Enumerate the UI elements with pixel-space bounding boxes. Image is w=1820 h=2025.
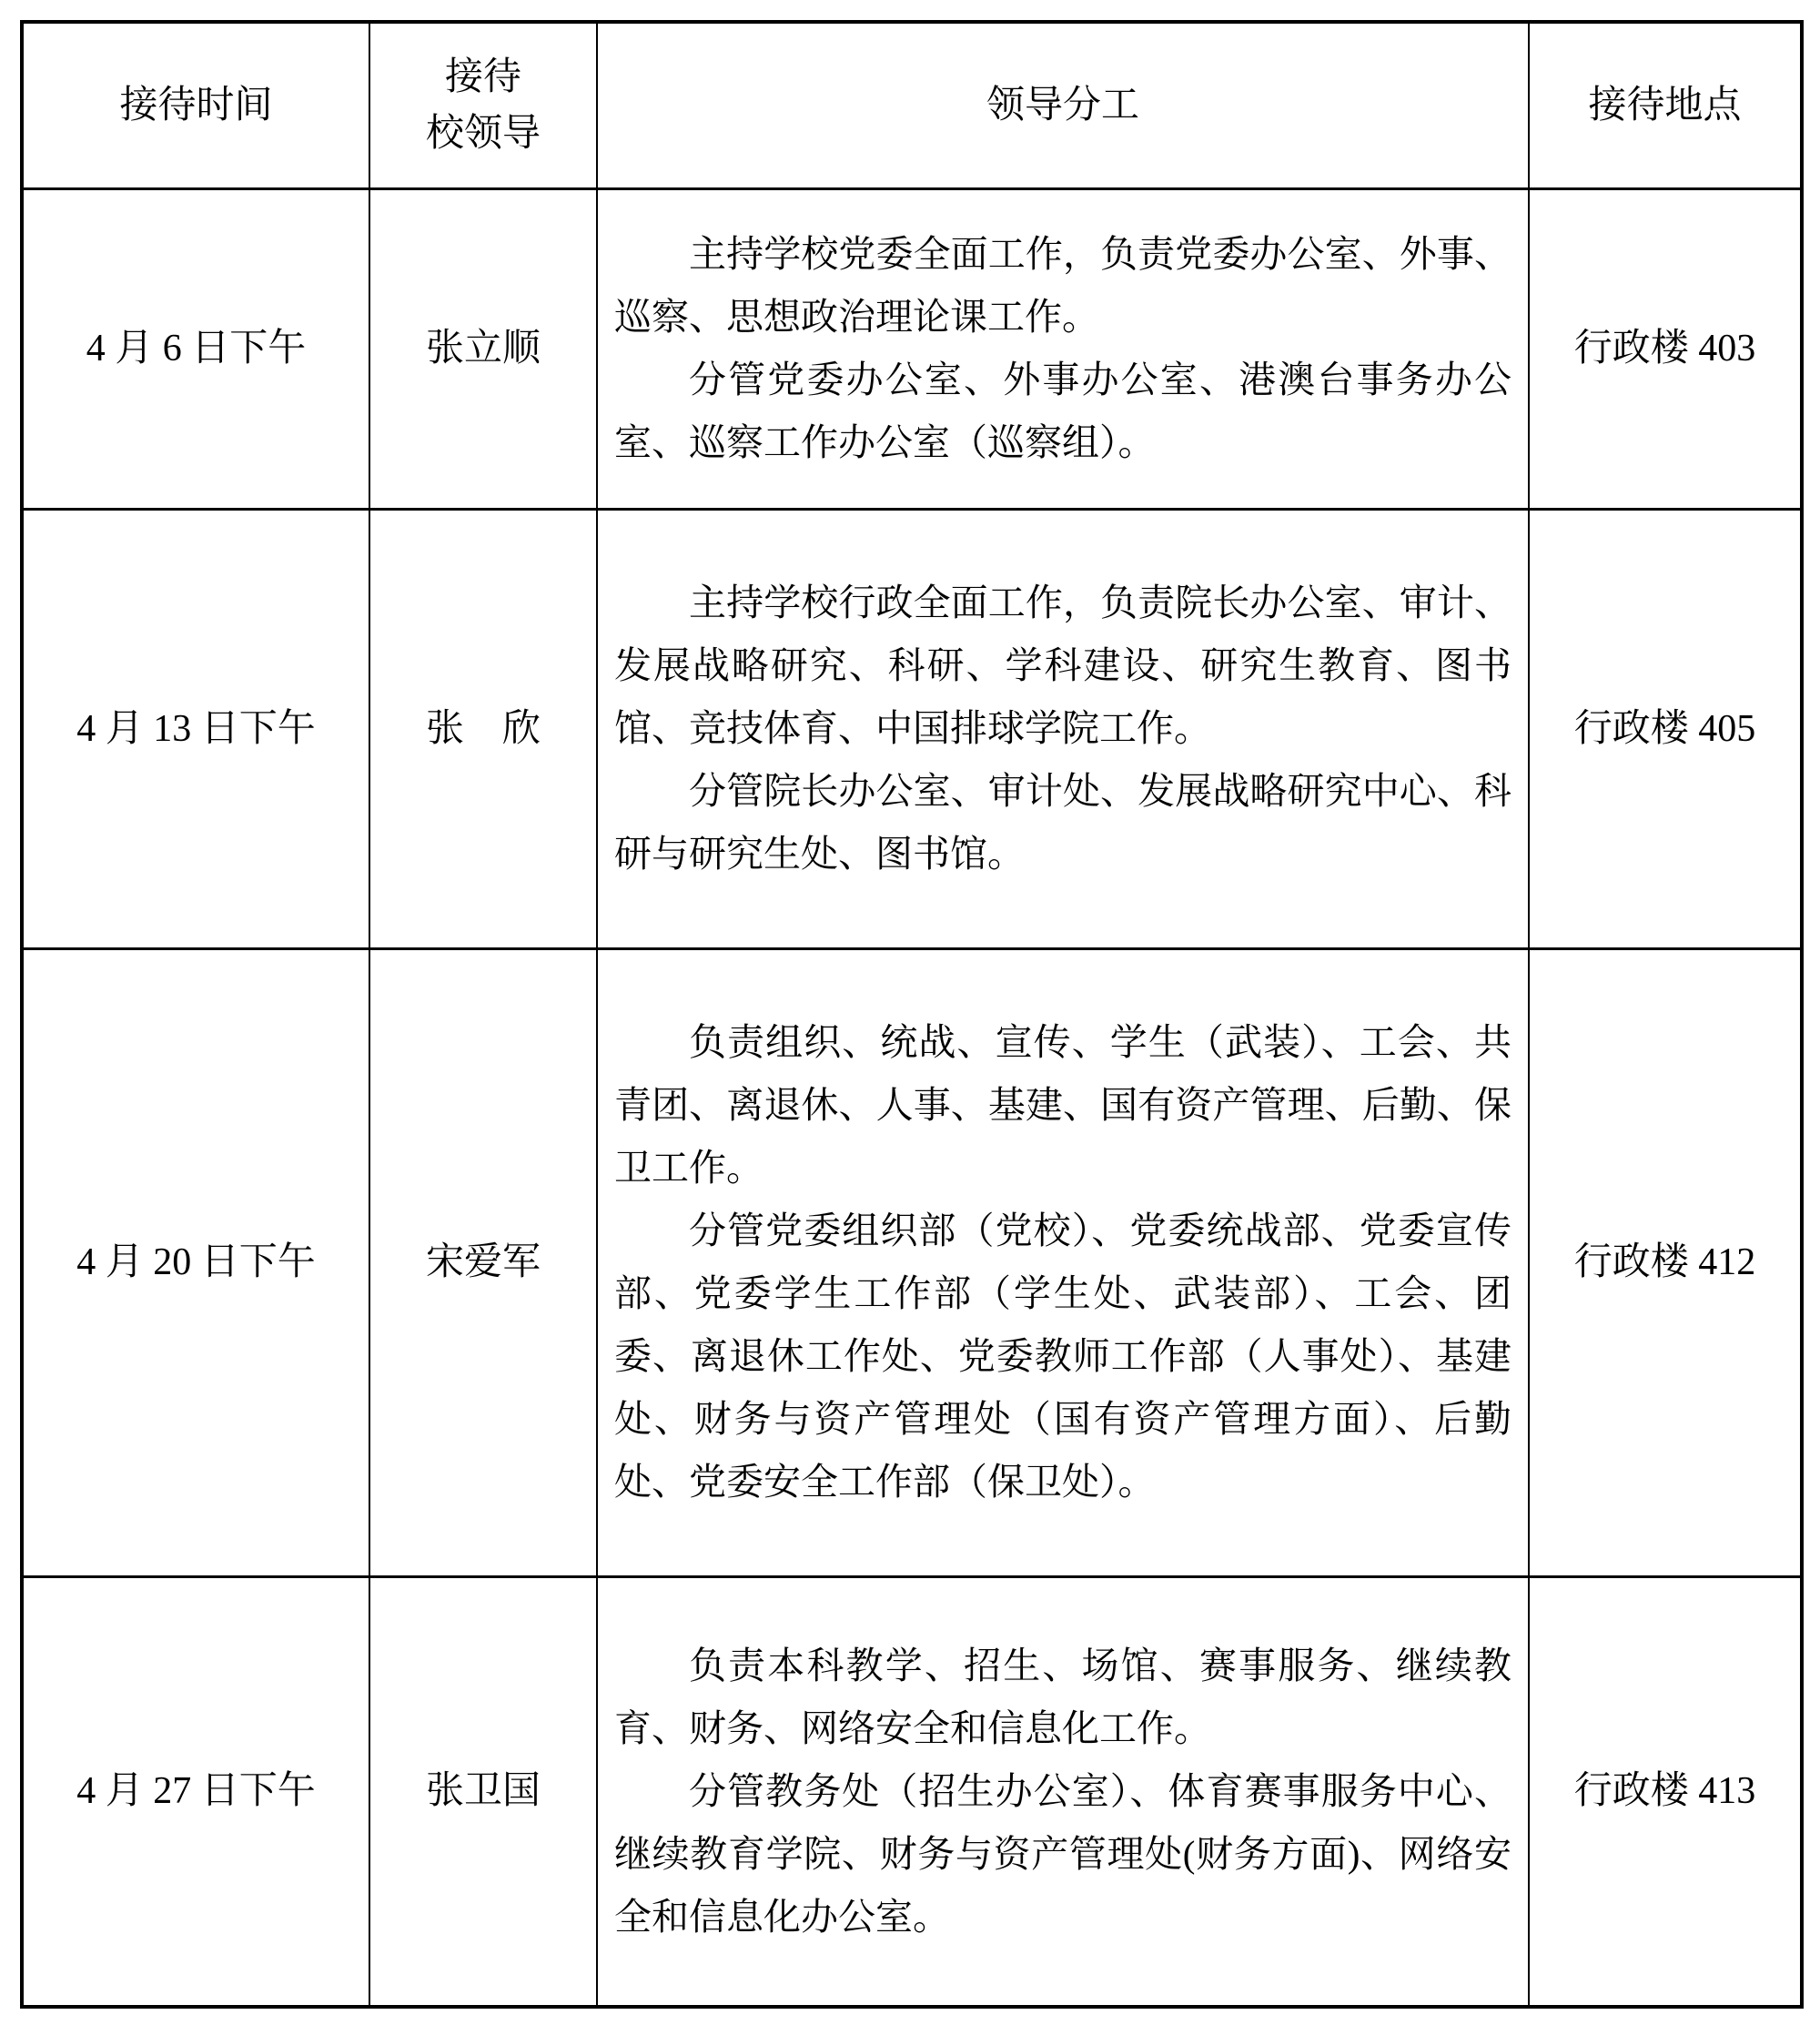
reception-time: 4 月 13 日下午: [22, 509, 369, 948]
table-row: [22, 948, 1802, 1576]
header-school-leader: [369, 22, 597, 188]
header-reception-location: 接待地点: [1529, 22, 1802, 188]
duty-paragraph: 分管院长办公室、审计处、发展战略研究中心、科研与研究生处、图书馆。: [614, 770, 1512, 875]
duties-cell: [597, 1576, 1529, 2007]
reception-location: 行政楼 403: [1529, 188, 1802, 509]
duty-paragraph: 主持学校行政全面工作，负责院长办公室、审计、发展战略研究、科研、学科建设、研究生教育、图书馆、竞技体育、中国排球学院工作。: [614, 582, 1512, 749]
header-leader-duties: 领导分工: [597, 22, 1529, 188]
header-row: [22, 22, 1802, 188]
duties-cell: [597, 188, 1529, 509]
duties-cell: [597, 948, 1529, 1576]
duties-cell: [597, 509, 1529, 948]
leader-name: 张 欣: [369, 509, 597, 948]
duty-paragraph: 负责本科教学、招生、场馆、赛事服务、继续教育、财务、网络安全和信息化工作。: [614, 1644, 1512, 1749]
reception-time: 4 月 20 日下午: [22, 948, 369, 1576]
reception-location: 行政楼 405: [1529, 509, 1802, 948]
table-row: [22, 509, 1802, 948]
reception-location: 行政楼 413: [1529, 1576, 1802, 2007]
reception-time: 4 月 6 日下午: [22, 188, 369, 509]
duty-paragraph: 主持学校党委全面工作，负责党委办公室、外事、巡察、思想政治理论课工作。: [614, 233, 1512, 338]
duty-paragraph: 分管党委组织部（党校）、党委统战部、党委宣传部、党委学生工作部（学生处、武装部）、工会、团委、离退休工作处、党委教师工作部（人事处）、基建处、财务与资产管理处（国有资产管理方面）、后勤处、党委安全工作部（保卫处）。: [614, 1210, 1512, 1503]
header-school-leader-line1: 接待: [444, 56, 521, 98]
reception-time: 4 月 27 日下午: [22, 1576, 369, 2007]
leader-name: 张立顺: [369, 188, 597, 509]
duty-paragraph: 负责组织、统战、宣传、学生（武装）、工会、共青团、离退休、人事、基建、国有资产管理、后勤、保卫工作。: [614, 1021, 1512, 1189]
table-row: [22, 1576, 1802, 2007]
duty-paragraph: 分管教务处（招生办公室）、体育赛事服务中心、继续教育学院、财务与资产管理处(财务方面)、网络安全和信息化办公室。: [614, 1769, 1512, 1938]
table-row: [22, 188, 1802, 509]
header-reception-time: 接待时间: [22, 22, 369, 188]
reception-schedule-table: [20, 20, 1804, 2009]
leader-name: 宋爱军: [369, 948, 597, 1576]
reception-location: 行政楼 412: [1529, 948, 1802, 1576]
header-school-leader-line2: 校领导: [425, 112, 541, 155]
duty-paragraph: 分管党委办公室、外事办公室、港澳台事务办公室、巡察工作办公室（巡察组）。: [614, 359, 1512, 463]
leader-name: 张卫国: [369, 1576, 597, 2007]
